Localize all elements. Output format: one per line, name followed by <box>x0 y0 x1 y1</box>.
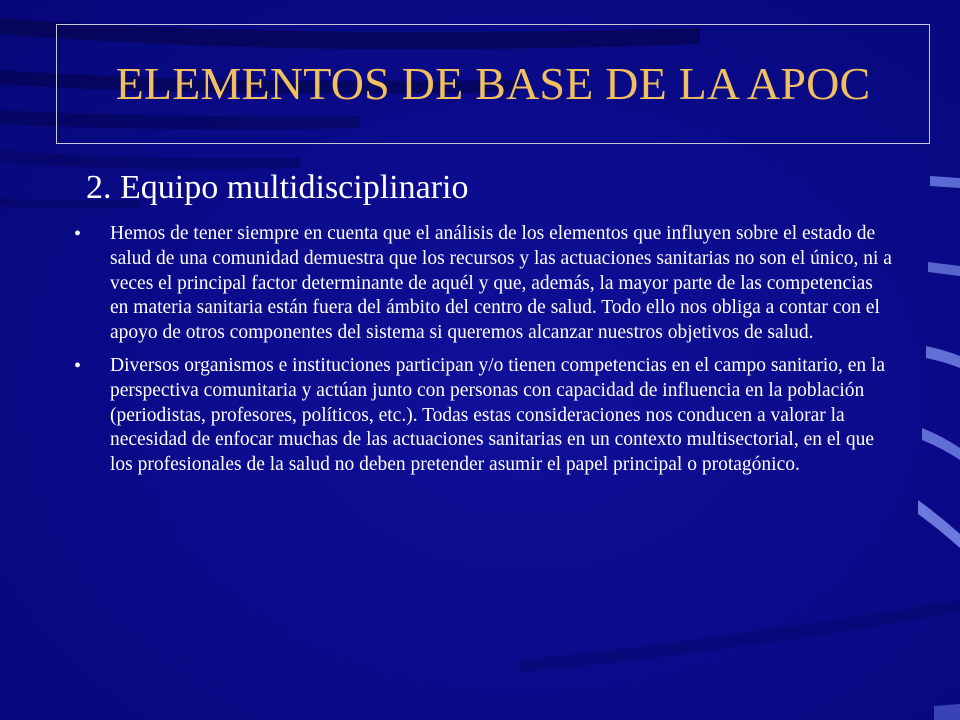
slide-subtitle: 2. Equipo multidisciplinario <box>86 169 469 206</box>
dark-streak <box>0 150 300 169</box>
light-streak <box>930 176 960 188</box>
light-streak <box>918 500 960 548</box>
light-streak <box>926 346 960 368</box>
light-streak <box>922 428 960 460</box>
light-streak <box>928 262 960 276</box>
bullet-list <box>74 222 894 486</box>
bullet-item <box>74 354 894 478</box>
bullet-text: Hemos de tener siempre en cuenta que el análisis de los elementos que influyen sobre el estado de salud de una comunidad demuestra que los recursos y las actuaciones sanitarias no son el único, ni a veces el principal factor determinante de aquél y que, además, la mayor parte de las competencias en materia sanitaria están fuera del ámbito del centro de salud. Todo ello nos obliga a contar con el apoyo de otros componentes del sistema si queremos alcanzar nuestros objetivos de salud. <box>110 223 892 344</box>
bullet-item <box>74 222 894 346</box>
bullet-icon: • <box>74 223 82 245</box>
dark-streak <box>520 600 960 672</box>
light-streak <box>934 704 960 720</box>
title-box <box>56 24 930 144</box>
bullet-icon: • <box>74 354 82 377</box>
bullet-text: Diversos organismos e instituciones participan y/o tienen competencias en el campo sanitario, en la perspectiva comunitaria y actúan junto con personas con capacidad de influencia en la población (periodistas, profesores, políticos, etc.). Todas estas consideraciones nos conducen a valorar la necesidad de enfocar muchas de las actuaciones sanitarias en un contexto multisectorial, en el que los profesionales de la salud no deben pretender asumir el papel principal o protagónico. <box>110 354 886 476</box>
slide-title: ELEMENTOS DE BASE DE LA APOC <box>115 58 871 109</box>
